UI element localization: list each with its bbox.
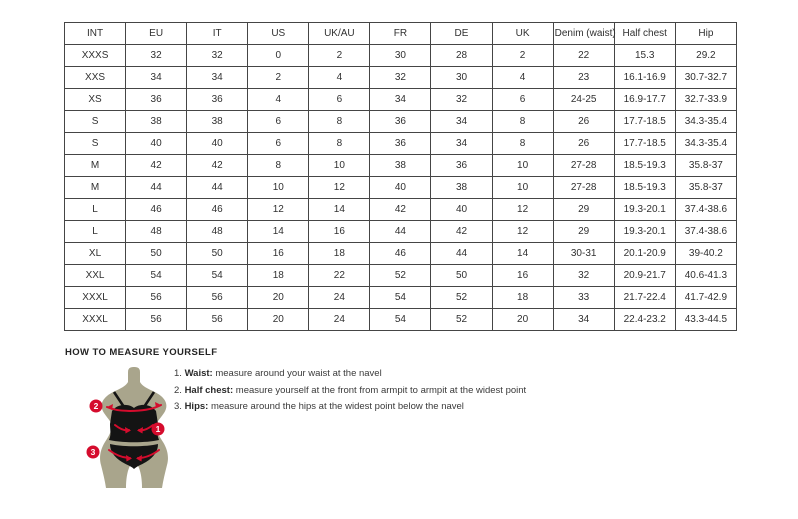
size-cell: 46	[187, 199, 248, 221]
size-cell: 20	[492, 309, 553, 331]
size-row	[65, 265, 737, 287]
size-chart-body	[65, 45, 737, 331]
size-cell: 26	[553, 111, 614, 133]
size-cell: 34	[553, 309, 614, 331]
size-cell: 10	[309, 155, 370, 177]
size-cell: 42	[431, 221, 492, 243]
size-cell: 30.7-32.7	[675, 67, 736, 89]
size-cell: 32	[187, 45, 248, 67]
size-cell: 32	[126, 45, 187, 67]
size-cell: 24-25	[553, 89, 614, 111]
size-cell: 24	[309, 287, 370, 309]
size-cell: 44	[187, 177, 248, 199]
size-chart-header	[65, 23, 737, 45]
measure-heading: HOW TO MEASURE YOURSELF	[65, 347, 218, 358]
size-cell: 12	[309, 177, 370, 199]
size-cell: 38	[187, 111, 248, 133]
size-cell: 34	[370, 89, 431, 111]
size-row	[65, 243, 737, 265]
size-cell: 34.3-35.4	[675, 133, 736, 155]
size-cell: 8	[248, 155, 309, 177]
size-cell: 30-31	[553, 243, 614, 265]
size-cell: 46	[370, 243, 431, 265]
size-cell: 29.2	[675, 45, 736, 67]
column-header: US	[248, 23, 309, 45]
size-cell: 36	[370, 133, 431, 155]
size-cell: 14	[492, 243, 553, 265]
size-cell: 40	[370, 177, 431, 199]
column-header: FR	[370, 23, 431, 45]
measure-step	[174, 369, 526, 379]
size-cell: 44	[370, 221, 431, 243]
header-row	[65, 23, 737, 45]
step-text: measure around your waist at the navel	[212, 368, 382, 379]
size-cell: XS	[65, 89, 126, 111]
size-cell: 50	[431, 265, 492, 287]
size-cell: 2	[492, 45, 553, 67]
size-cell: 17.7-18.5	[614, 111, 675, 133]
size-cell: 8	[492, 111, 553, 133]
size-cell: XXL	[65, 265, 126, 287]
column-header: EU	[126, 23, 187, 45]
size-cell: 44	[431, 243, 492, 265]
size-cell: 34	[126, 67, 187, 89]
column-header: IT	[187, 23, 248, 45]
size-cell: 40.6-41.3	[675, 265, 736, 287]
step-text: measure yourself at the front from armpit to armpit at the widest point	[233, 384, 527, 396]
size-cell: 38	[370, 155, 431, 177]
size-cell: 27-28	[553, 177, 614, 199]
size-cell: 36	[370, 111, 431, 133]
size-cell: 14	[248, 221, 309, 243]
size-cell: 4	[248, 89, 309, 111]
size-cell: 42	[370, 199, 431, 221]
column-header: Half chest	[614, 23, 675, 45]
column-header: UK/AU	[309, 23, 370, 45]
size-cell: 27-28	[553, 155, 614, 177]
size-cell: 54	[370, 287, 431, 309]
size-cell: 20	[248, 287, 309, 309]
size-cell: 37.4-38.6	[675, 221, 736, 243]
svg-text:3: 3	[90, 447, 96, 457]
size-cell: M	[65, 155, 126, 177]
size-cell: S	[65, 111, 126, 133]
size-cell: 16.9-17.7	[614, 89, 675, 111]
size-cell: 12	[248, 199, 309, 221]
size-cell: 20.9-21.7	[614, 265, 675, 287]
column-header: DE	[431, 23, 492, 45]
size-cell: 17.7-18.5	[614, 133, 675, 155]
size-cell: 41.7-42.9	[675, 287, 736, 309]
size-cell: 10	[248, 177, 309, 199]
size-cell: 18.5-19.3	[614, 177, 675, 199]
size-cell: 12	[492, 221, 553, 243]
size-cell: 22	[309, 265, 370, 287]
size-row	[65, 45, 737, 67]
size-cell: XXXL	[65, 309, 126, 331]
size-cell: 32	[431, 89, 492, 111]
size-row	[65, 221, 737, 243]
size-cell: 20.1-20.9	[614, 243, 675, 265]
size-cell: 48	[126, 221, 187, 243]
size-row	[65, 111, 737, 133]
size-cell: 16	[248, 243, 309, 265]
size-cell: XXXL	[65, 287, 126, 309]
size-cell: 50	[187, 243, 248, 265]
size-cell: 48	[187, 221, 248, 243]
size-cell: 40	[126, 133, 187, 155]
size-cell: 8	[309, 133, 370, 155]
mannequin-illustration	[84, 366, 184, 490]
size-cell: 4	[492, 67, 553, 89]
size-cell: 16.1-16.9	[614, 67, 675, 89]
size-cell: 12	[492, 199, 553, 221]
size-cell: 33	[553, 287, 614, 309]
size-cell: 8	[492, 133, 553, 155]
size-cell: 22.4-23.2	[614, 309, 675, 331]
size-cell: 56	[187, 309, 248, 331]
size-cell: 36	[126, 89, 187, 111]
size-cell: 56	[187, 287, 248, 309]
size-cell: 35.8-37	[675, 177, 736, 199]
size-cell: 6	[492, 89, 553, 111]
size-cell: 34	[187, 67, 248, 89]
size-cell: 38	[431, 177, 492, 199]
size-cell: 30	[370, 45, 431, 67]
step-text: measure around the hips at the widest point below the navel	[208, 401, 464, 412]
size-cell: S	[65, 133, 126, 155]
size-cell: 44	[126, 177, 187, 199]
size-cell: 18.5-19.3	[614, 155, 675, 177]
badge-waist	[152, 423, 165, 436]
step-label: Half chest:	[184, 384, 234, 396]
size-cell: 54	[187, 265, 248, 287]
size-row	[65, 155, 737, 177]
size-cell: 40	[187, 133, 248, 155]
size-cell: 15.3	[614, 45, 675, 67]
size-cell: 39-40.2	[675, 243, 736, 265]
size-row	[65, 89, 737, 111]
step-number: 1.	[174, 368, 185, 379]
measure-step	[174, 386, 526, 396]
size-cell: 22	[553, 45, 614, 67]
size-cell: 52	[431, 309, 492, 331]
size-cell: 54	[126, 265, 187, 287]
size-cell: 54	[370, 309, 431, 331]
size-cell: 32	[370, 67, 431, 89]
size-row	[65, 133, 737, 155]
size-row	[65, 199, 737, 221]
size-row	[65, 177, 737, 199]
size-chart-table	[64, 22, 737, 331]
size-cell: 40	[431, 199, 492, 221]
size-cell: 10	[492, 155, 553, 177]
size-cell: 19.3-20.1	[614, 221, 675, 243]
badge-hips	[87, 446, 100, 459]
size-cell: 34	[431, 133, 492, 155]
size-cell: 46	[126, 199, 187, 221]
badge-half-chest	[90, 400, 103, 413]
column-header: UK	[492, 23, 553, 45]
svg-text:2: 2	[93, 401, 99, 411]
size-cell: 19.3-20.1	[614, 199, 675, 221]
step-label: Waist:	[184, 368, 213, 379]
step-number: 2.	[174, 384, 185, 396]
size-cell: XXXS	[65, 45, 126, 67]
size-cell: 32.7-33.9	[675, 89, 736, 111]
size-cell: 6	[248, 111, 309, 133]
size-cell: 38	[126, 111, 187, 133]
size-cell: L	[65, 221, 126, 243]
size-cell: 10	[492, 177, 553, 199]
size-cell: 56	[126, 309, 187, 331]
size-cell: 29	[553, 221, 614, 243]
size-cell: 36	[431, 155, 492, 177]
size-cell: 52	[370, 265, 431, 287]
size-cell: 18	[309, 243, 370, 265]
size-cell: 2	[248, 67, 309, 89]
size-cell: XL	[65, 243, 126, 265]
size-cell: 32	[553, 265, 614, 287]
size-cell: 18	[492, 287, 553, 309]
size-cell: L	[65, 199, 126, 221]
size-cell: 14	[309, 199, 370, 221]
size-cell: 16	[492, 265, 553, 287]
size-cell: 50	[126, 243, 187, 265]
column-header: Denim (waist)	[553, 23, 614, 45]
size-cell: 42	[187, 155, 248, 177]
measure-step	[174, 402, 526, 412]
size-cell: 6	[309, 89, 370, 111]
size-row	[65, 309, 737, 331]
size-cell: 2	[309, 45, 370, 67]
column-header: Hip	[675, 23, 736, 45]
size-cell: 42	[126, 155, 187, 177]
column-header: INT	[65, 23, 126, 45]
size-cell: 21.7-22.4	[614, 287, 675, 309]
size-row	[65, 67, 737, 89]
size-cell: 52	[431, 287, 492, 309]
size-cell: 34	[431, 111, 492, 133]
size-cell: 29	[553, 199, 614, 221]
size-row	[65, 287, 737, 309]
size-cell: 35.8-37	[675, 155, 736, 177]
size-cell: 18	[248, 265, 309, 287]
size-cell: 30	[431, 67, 492, 89]
size-cell: 23	[553, 67, 614, 89]
size-cell: 28	[431, 45, 492, 67]
size-cell: M	[65, 177, 126, 199]
size-cell: 6	[248, 133, 309, 155]
step-number: 3.	[174, 401, 185, 412]
size-cell: 20	[248, 309, 309, 331]
size-cell: 37.4-38.6	[675, 199, 736, 221]
size-cell: 0	[248, 45, 309, 67]
size-cell: 56	[126, 287, 187, 309]
size-cell: 26	[553, 133, 614, 155]
size-cell: 4	[309, 67, 370, 89]
size-cell: 8	[309, 111, 370, 133]
measure-steps	[174, 369, 526, 419]
size-cell: 34.3-35.4	[675, 111, 736, 133]
size-cell: 24	[309, 309, 370, 331]
size-cell: 36	[187, 89, 248, 111]
size-cell: 16	[309, 221, 370, 243]
measurement-figure	[84, 366, 184, 490]
size-cell: 43.3-44.5	[675, 309, 736, 331]
step-label: Hips:	[184, 401, 209, 412]
size-cell: XXS	[65, 67, 126, 89]
svg-text:1: 1	[155, 424, 161, 434]
